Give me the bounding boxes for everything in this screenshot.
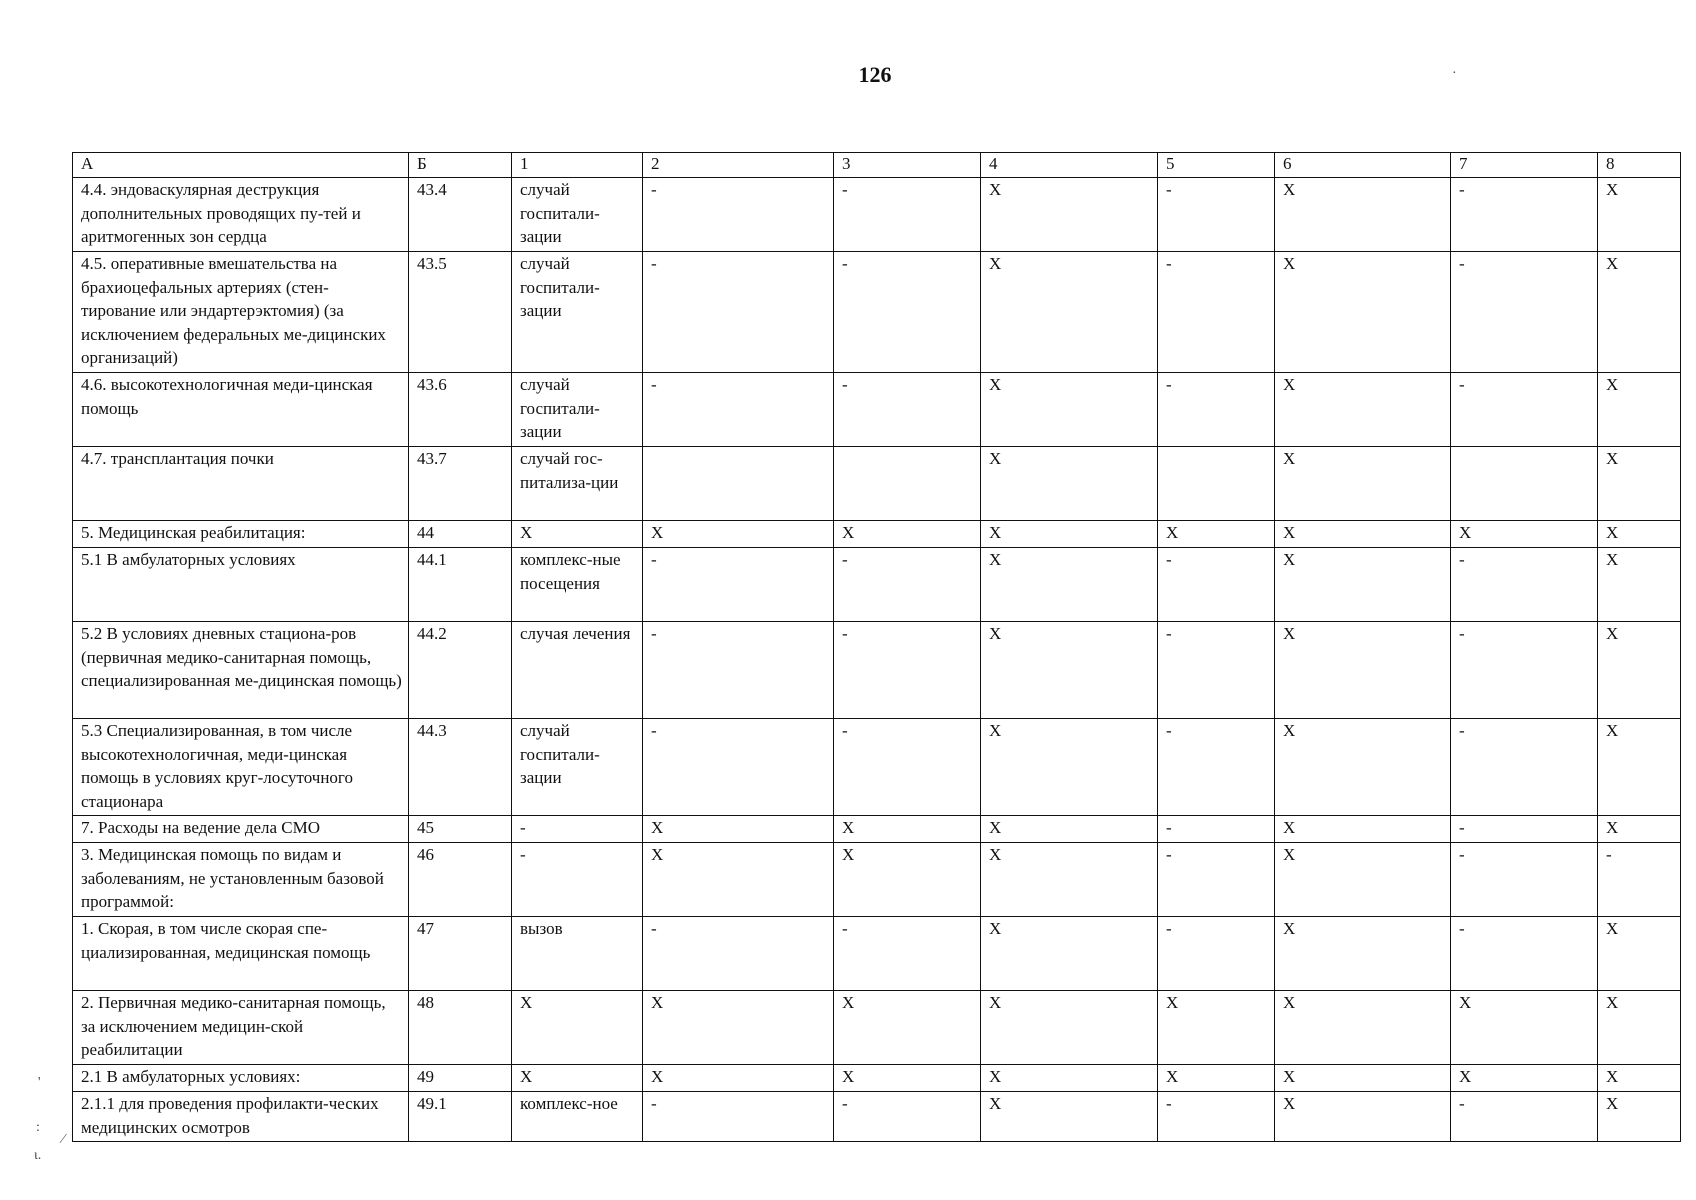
table-cell: - (834, 917, 981, 991)
table-cell (834, 447, 981, 521)
table-cell: 43.4 (409, 178, 512, 252)
table-cell: X (1598, 622, 1681, 719)
table-cell: X (834, 816, 981, 843)
table-cell: вызов (512, 917, 643, 991)
table-cell: 4.7. трансплантация почки (73, 447, 409, 521)
column-header: 8 (1598, 153, 1681, 178)
table-cell: - (1158, 178, 1275, 252)
table-cell: X (643, 521, 834, 548)
column-header: 2 (643, 153, 834, 178)
table-cell: - (834, 178, 981, 252)
table-cell: X (1275, 447, 1451, 521)
table-row (73, 622, 1681, 719)
table-cell: - (1158, 252, 1275, 373)
column-header: А (73, 153, 409, 178)
table-cell: 2.1.1 для проведения профилакти-ческих медицинских осмотров (73, 1092, 409, 1142)
table-cell: 2. Первичная медико-санитарная помощь, за исключением медицин-ской реабилитации (73, 991, 409, 1065)
table-cell: - (834, 719, 981, 816)
table-row (73, 917, 1681, 991)
table-cell (1158, 447, 1275, 521)
scan-mark: ' (38, 1075, 41, 1090)
table-cell: - (643, 373, 834, 447)
table-cell: - (1451, 622, 1598, 719)
table-cell: X (1275, 178, 1451, 252)
table-cell: X (981, 917, 1158, 991)
table-cell: 43.7 (409, 447, 512, 521)
table-cell: X (834, 991, 981, 1065)
table-cell: X (981, 622, 1158, 719)
table-cell: 46 (409, 843, 512, 917)
table-cell: X (1598, 373, 1681, 447)
table-cell: X (834, 1065, 981, 1092)
table-cell: 44.3 (409, 719, 512, 816)
table-cell: X (1158, 991, 1275, 1065)
table-cell: 48 (409, 991, 512, 1065)
table-cell: X (981, 1065, 1158, 1092)
table-cell: 5. Медицинская реабилитация: (73, 521, 409, 548)
table-cell: - (1158, 1092, 1275, 1142)
table-cell: X (981, 178, 1158, 252)
table-cell: X (1275, 843, 1451, 917)
table-cell (1451, 447, 1598, 521)
table-cell: 49 (409, 1065, 512, 1092)
table-cell: - (834, 622, 981, 719)
table-cell: X (1598, 178, 1681, 252)
table-cell: X (1598, 991, 1681, 1065)
table-cell: 44.2 (409, 622, 512, 719)
column-header: 1 (512, 153, 643, 178)
table-cell: 5.2 В условиях дневных стациона-ров (первичная медико-санитарная помощь, специализированная ме-дицинская помощь) (73, 622, 409, 719)
table-cell: X (1158, 1065, 1275, 1092)
table-header-row (73, 153, 1681, 178)
table-cell: случай гос-питализа-ции (512, 447, 643, 521)
table-cell: X (981, 252, 1158, 373)
table-cell: - (1158, 373, 1275, 447)
table-cell: случай госпитали-зации (512, 719, 643, 816)
table-cell: X (1275, 816, 1451, 843)
table-cell: X (1598, 447, 1681, 521)
table-cell: 44.1 (409, 548, 512, 622)
table-cell: - (1451, 178, 1598, 252)
table-cell: X (1451, 991, 1598, 1065)
table-cell: - (1158, 548, 1275, 622)
table-cell: - (834, 1092, 981, 1142)
table-cell: - (1158, 917, 1275, 991)
table-cell: X (981, 843, 1158, 917)
table-cell: - (1598, 843, 1681, 917)
table-cell: X (981, 719, 1158, 816)
table-cell: - (1158, 719, 1275, 816)
table-row (73, 447, 1681, 521)
table-cell: X (1158, 521, 1275, 548)
table-row (73, 548, 1681, 622)
table-cell: - (1451, 252, 1598, 373)
table-cell: X (1275, 991, 1451, 1065)
table-row (73, 521, 1681, 548)
table-cell: 47 (409, 917, 512, 991)
table-cell: комплекс-ные посещения (512, 548, 643, 622)
table-row (73, 843, 1681, 917)
column-header: 3 (834, 153, 981, 178)
table-cell: X (1598, 719, 1681, 816)
page-number: 126 (858, 62, 892, 87)
table-cell: X (981, 991, 1158, 1065)
table-cell: - (1158, 816, 1275, 843)
table-cell: X (643, 843, 834, 917)
scan-mark: ⁄ (62, 1132, 65, 1147)
table-row (73, 373, 1681, 447)
table-cell: X (1598, 1092, 1681, 1142)
table-cell: - (643, 622, 834, 719)
table-cell: 2.1 В амбулаторных условиях: (73, 1065, 409, 1092)
table-cell: 1. Скорая, в том числе скорая спе-циализированная, медицинская помощь (73, 917, 409, 991)
scan-mark: : (36, 1120, 40, 1135)
table-cell: X (643, 1065, 834, 1092)
table-cell: X (981, 521, 1158, 548)
table-cell: - (643, 548, 834, 622)
table-cell: случая лечения (512, 622, 643, 719)
table-cell: X (1598, 548, 1681, 622)
table-cell: X (1275, 548, 1451, 622)
table-cell: 7. Расходы на ведение дела СМО (73, 816, 409, 843)
table-cell: X (1275, 1065, 1451, 1092)
table-cell: X (981, 1092, 1158, 1142)
table-cell: X (512, 991, 643, 1065)
table-cell: - (834, 373, 981, 447)
table-cell (643, 447, 834, 521)
table-cell: X (1598, 816, 1681, 843)
table-cell: 4.6. высокотехнологичная меди-цинская помощь (73, 373, 409, 447)
table-cell: X (1598, 521, 1681, 548)
table-cell: - (1451, 816, 1598, 843)
table-cell: - (643, 719, 834, 816)
table-cell: X (1598, 917, 1681, 991)
table-cell: 49.1 (409, 1092, 512, 1142)
table-cell: 4.4. эндоваскулярная деструкция дополнительных проводящих пу-тей и аритмогенных зон сердца (73, 178, 409, 252)
column-header: Б (409, 153, 512, 178)
column-header: 4 (981, 153, 1158, 178)
table-cell: X (981, 816, 1158, 843)
table-row (73, 719, 1681, 816)
table-cell: X (1275, 917, 1451, 991)
table-cell: 44 (409, 521, 512, 548)
table-cell: X (1598, 252, 1681, 373)
table-cell: - (834, 548, 981, 622)
table-cell: - (1451, 843, 1598, 917)
table-cell: X (981, 548, 1158, 622)
table-cell: X (512, 1065, 643, 1092)
table-row (73, 816, 1681, 843)
scan-mark: · (1452, 66, 1457, 81)
table-cell: - (512, 843, 643, 917)
table-cell: - (1451, 917, 1598, 991)
table-cell: - (643, 178, 834, 252)
table-cell: X (981, 373, 1158, 447)
table-cell: X (1598, 1065, 1681, 1092)
table-cell: 4.5. оперативные вмешательства на брахиоцефальных артериях (стен-тирование или эндартерэктомия) (за исключением федеральных ме-дицинских организаций) (73, 252, 409, 373)
table-cell: X (1275, 1092, 1451, 1142)
table-row (73, 178, 1681, 252)
table-cell: комплекс-ное (512, 1092, 643, 1142)
table-cell: X (1275, 622, 1451, 719)
table-cell: - (1451, 548, 1598, 622)
table-cell: - (1451, 719, 1598, 816)
table-row (73, 252, 1681, 373)
table-cell: - (643, 252, 834, 373)
table-cell: X (834, 521, 981, 548)
table-cell: 5.3 Специализированная, в том числе высокотехнологичная, меди-цинская помощь в условиях круг-лосуточного стационара (73, 719, 409, 816)
table-row (73, 1092, 1681, 1142)
table-cell: X (512, 521, 643, 548)
table-cell: - (1158, 622, 1275, 719)
table-cell: X (981, 447, 1158, 521)
table-cell: - (643, 917, 834, 991)
table-cell: X (1451, 521, 1598, 548)
data-table (72, 152, 1681, 1142)
table-row (73, 1065, 1681, 1092)
table-cell: X (1451, 1065, 1598, 1092)
table-cell: - (1158, 843, 1275, 917)
scan-mark: ι. (34, 1148, 42, 1163)
table-row (73, 991, 1681, 1065)
table-cell: - (834, 252, 981, 373)
table-cell: X (1275, 252, 1451, 373)
table-cell: случай госпитали-зации (512, 373, 643, 447)
column-header: 6 (1275, 153, 1451, 178)
table-cell: случай госпитали-зации (512, 252, 643, 373)
table-cell: - (1451, 1092, 1598, 1142)
table-cell: X (1275, 373, 1451, 447)
table-cell: X (643, 816, 834, 843)
column-header: 7 (1451, 153, 1598, 178)
table-cell: 43.6 (409, 373, 512, 447)
table-cell: X (643, 991, 834, 1065)
table-cell: 45 (409, 816, 512, 843)
table-cell: случай госпитали-зации (512, 178, 643, 252)
table-cell: - (512, 816, 643, 843)
table-cell: 5.1 В амбулаторных условиях (73, 548, 409, 622)
table-cell: X (1275, 521, 1451, 548)
column-header: 5 (1158, 153, 1275, 178)
table-cell: 43.5 (409, 252, 512, 373)
table-cell: X (834, 843, 981, 917)
table-cell: - (1451, 373, 1598, 447)
table-cell: 3. Медицинская помощь по видам и заболеваниям, не установленным базовой программой: (73, 843, 409, 917)
table-cell: - (643, 1092, 834, 1142)
table-cell: X (1275, 719, 1451, 816)
